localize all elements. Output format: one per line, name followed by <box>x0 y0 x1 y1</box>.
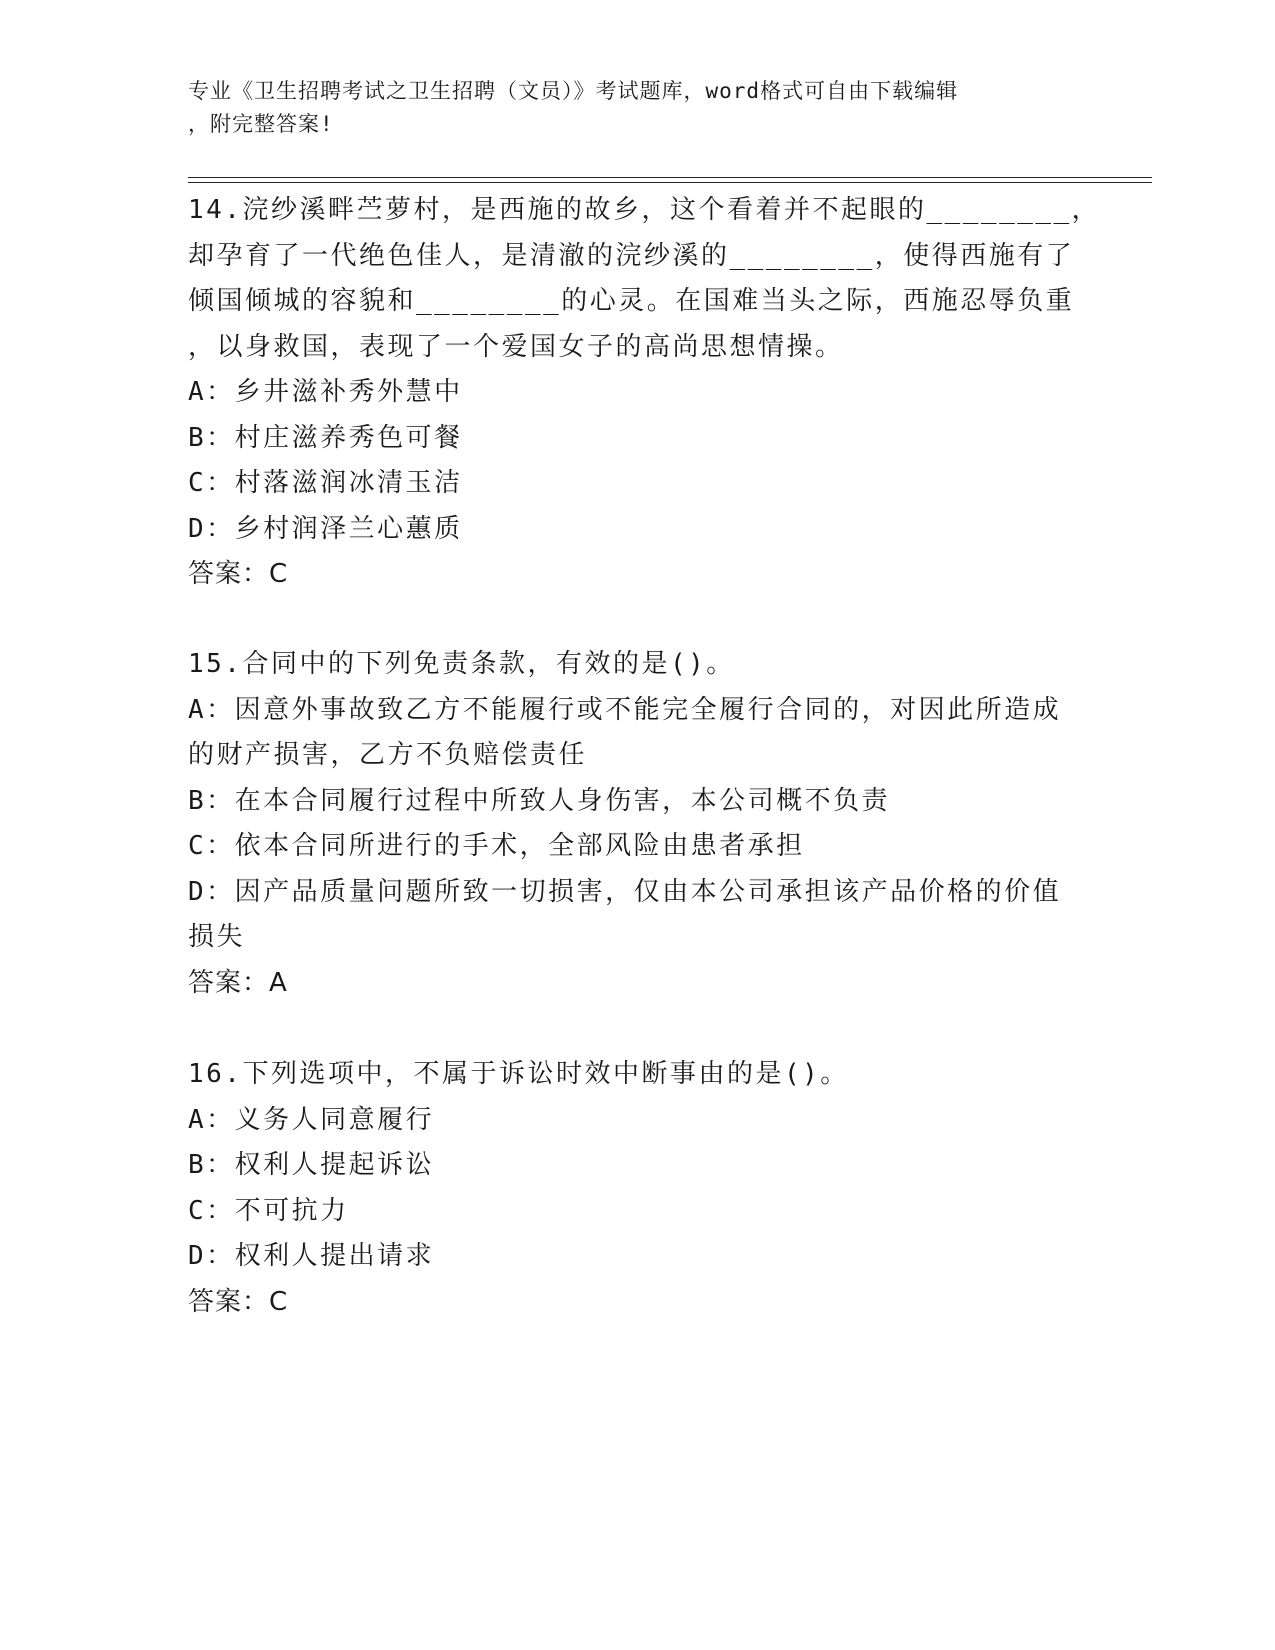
option-a: A：义务人同意履行 <box>188 1104 435 1135</box>
option-c: C：不可抗力 <box>188 1195 349 1226</box>
header-line-2: ，附完整答案! <box>188 112 334 136</box>
question-stem-line: ，以身救国，表现了一个爱国女子的高尚思想情操。 <box>188 331 844 362</box>
answer-line: 答案：C <box>188 1286 289 1317</box>
option-a: A：乡井滋补秀外慧中 <box>188 377 463 407</box>
option-d: D：乡村润泽兰心蕙质 <box>188 513 463 544</box>
question-15 <box>188 642 1088 1006</box>
header-divider-bottom <box>188 182 1152 183</box>
option-line: A：因意外事故致乙方不能履行或不能完全履行合同的，对因此所造成 <box>188 694 1062 725</box>
option-a <box>188 688 1088 779</box>
answer-line: 答案：C <box>188 559 289 589</box>
question-stem-line: 16.下列选项中，不属于诉讼时效中断事由的是()。 <box>188 1059 849 1089</box>
question-16 <box>188 1052 1088 1325</box>
option-b: B：村庄滋养秀色可餐 <box>188 422 463 453</box>
header-divider-top <box>188 177 1152 178</box>
option-c: C：依本合同所进行的手术，全部风险由患者承担 <box>188 831 805 861</box>
option-line: D：因产品质量问题所致一切损害，仅由本公司承担该产品价格的价值 <box>188 876 1062 907</box>
question-stem-line: 15.合同中的下列免责条款，有效的是()。 <box>188 649 735 679</box>
option-d: D：权利人提出请求 <box>188 1241 435 1271</box>
option-d <box>188 870 1088 961</box>
option-b: B：权利人提起诉讼 <box>188 1150 435 1180</box>
question-14 <box>188 188 1101 598</box>
header-line-1: 专业《卫生招聘考试之卫生招聘（文员）》考试题库，word格式可自由下载编辑 <box>188 79 959 103</box>
option-b: B：在本合同履行过程中所致人身伤害，本公司概不负责 <box>188 785 891 816</box>
question-stem-line: 倾国倾城的容貌和________的心灵。在国难当头之际，西施忍辱负重 <box>188 286 1075 316</box>
answer-line: 答案：A <box>188 967 288 998</box>
document-header <box>188 75 1068 141</box>
question-stem-line: 却孕育了一代绝色佳人，是清澈的浣纱溪的________，使得西施有了 <box>188 240 1075 271</box>
option-line: 的财产损害，乙方不负赔偿责任 <box>188 740 588 770</box>
option-line: 损失 <box>188 922 246 952</box>
question-stem-line: 14.浣纱溪畔苎萝村，是西施的故乡，这个看着并不起眼的________， <box>188 195 1101 225</box>
option-c: C：村落滋润冰清玉洁 <box>188 468 463 498</box>
